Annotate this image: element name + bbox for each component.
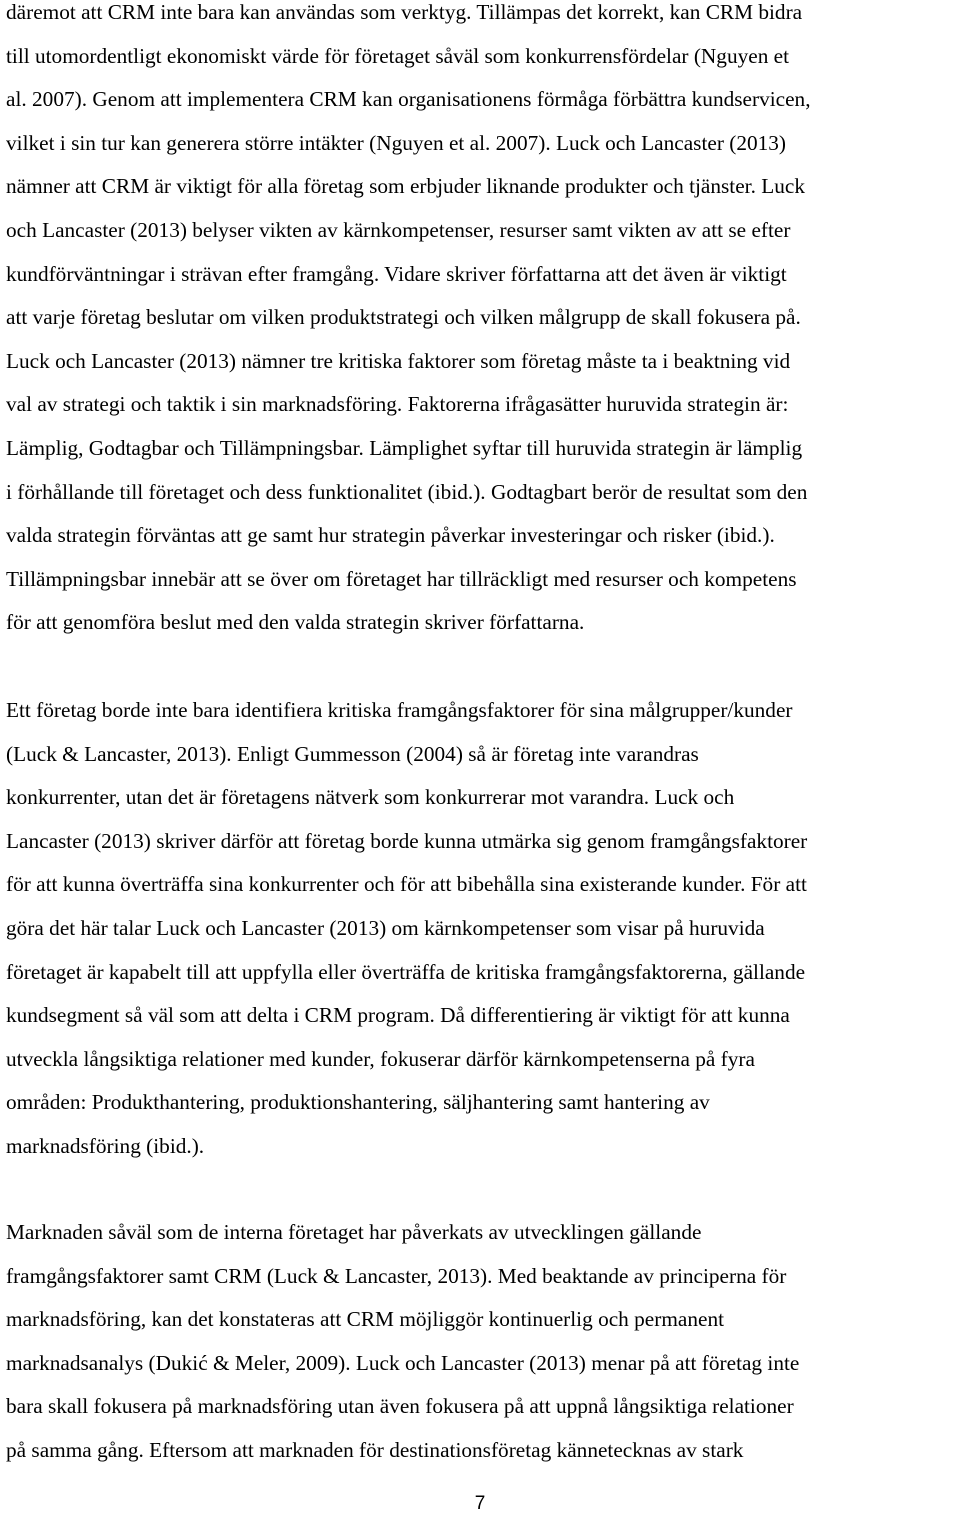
text-line: (Luck & Lancaster, 2013). Enligt Gummesson (2004) så är företag inte varandras [6, 741, 699, 766]
text-line: vilket i sin tur kan generera större intäkter (Nguyen et al. 2007). Luck och Lancaster (2013) [6, 130, 787, 155]
text-line: marknadsföring, kan det konstateras att CRM möjliggör kontinuerlig och permanent [6, 1307, 725, 1332]
text-line: kundförväntningar i strävan efter framgång. Vidare skriver författarna att det även är viktigt [6, 261, 787, 286]
text-line: på samma gång. Eftersom att marknaden för destinationsföretag kännetecknas av stark [6, 1437, 744, 1462]
text-line: kundsegment så väl som att delta i CRM program. Då differentiering är viktigt för att kunna [6, 1003, 790, 1028]
text-line: val av strategi och taktik i sin marknadsföring. Faktorerna ifrågasätter huruvida strategin är: [6, 392, 789, 417]
text-line: för att genomföra beslut med den valda strategin skriver författarna. [6, 610, 585, 635]
text-line: däremot att CRM inte bara kan användas som verktyg. Tillämpas det korrekt, kan CRM bidra [6, 0, 803, 24]
text-line: i förhållande till företaget och dess funktionalitet (ibid.). Godtagbart berör de resultat som den [6, 479, 808, 504]
text-line: Ett företag borde inte bara identifiera kritiska framgångsfaktorer för sina målgrupper/kunder [6, 698, 793, 722]
text-line: framgångsfaktorer samt CRM (Luck & Lancaster, 2013). Med beaktande av principerna för [6, 1263, 787, 1288]
text-line: Tillämpningsbar innebär att se över om företaget har tillräckligt med resurser och kompetens [6, 566, 797, 591]
text-line: till utomordentligt ekonomiskt värde för företaget såväl som konkurrensfördelar (Nguyen et [6, 43, 790, 68]
text-line: för att kunna överträffa sina konkurrenter och för att bibehålla sina existerande kunder. För att [6, 872, 807, 897]
text-line: att varje företag beslutar om vilken produktstrategi och vilken målgrupp de skall fokusera på. [6, 305, 801, 330]
page-number: 7 [474, 1493, 486, 1514]
text-line: företaget är kapabelt till att uppfylla eller överträffa de kritiska framgångsfaktorerna, gällande [6, 959, 806, 984]
text-line: bara skall fokusera på marknadsföring utan även fokusera på att uppnå långsiktiga relationer [6, 1394, 794, 1419]
text-line: nämner att CRM är viktigt för alla företag som erbjuder liknande produkter och tjänster. Luck [6, 174, 805, 199]
text-line: områden: Produkthantering, produktionshantering, säljhantering samt hantering av [6, 1090, 710, 1115]
paragraph-2 [6, 689, 958, 1169]
text-line: konkurrenter, utan det är företagens nätverk som konkurrerar mot varandra. Luck och [6, 785, 735, 810]
text-line: marknadsföring (ibid.). [6, 1133, 205, 1158]
text-line: Luck och Lancaster (2013) nämner tre kritiska faktorer som företag måste ta i beaktning vid [6, 348, 791, 373]
text-line: Lancaster (2013) skriver därför att företag borde kunna utmärka sig genom framgångsfaktorer [6, 828, 808, 853]
text-line: och Lancaster (2013) belyser vikten av kärnkompetenser, resurser samt vikten av att se efter [6, 217, 791, 242]
text-line: Lämplig, Godtagbar och Tillämpningsbar. Lämplighet syftar till huruvida strategin är lämplig [6, 435, 803, 460]
text-line: Marknaden såväl som de interna företaget har påverkats av utvecklingen gällande [6, 1220, 702, 1244]
paragraph-3 [6, 1211, 958, 1473]
paragraph-1 [6, 0, 958, 645]
text-line: al. 2007). Genom att implementera CRM kan organisationens förmåga förbättra kundservicen, [6, 87, 811, 112]
text-line: göra det här talar Luck och Lancaster (2013) om kärnkompetenser som visar på huruvida [6, 915, 765, 940]
text-line: utveckla långsiktiga relationer med kunder, fokuserar därför kärnkompetenserna på fyra [6, 1046, 755, 1071]
text-line: marknadsanalys (Dukić & Meler, 2009). Luck och Lancaster (2013) menar på att företag inte [6, 1350, 800, 1375]
text-line: valda strategin förväntas att ge samt hur strategin påverkar investeringar och risker (ibid.). [6, 523, 775, 548]
